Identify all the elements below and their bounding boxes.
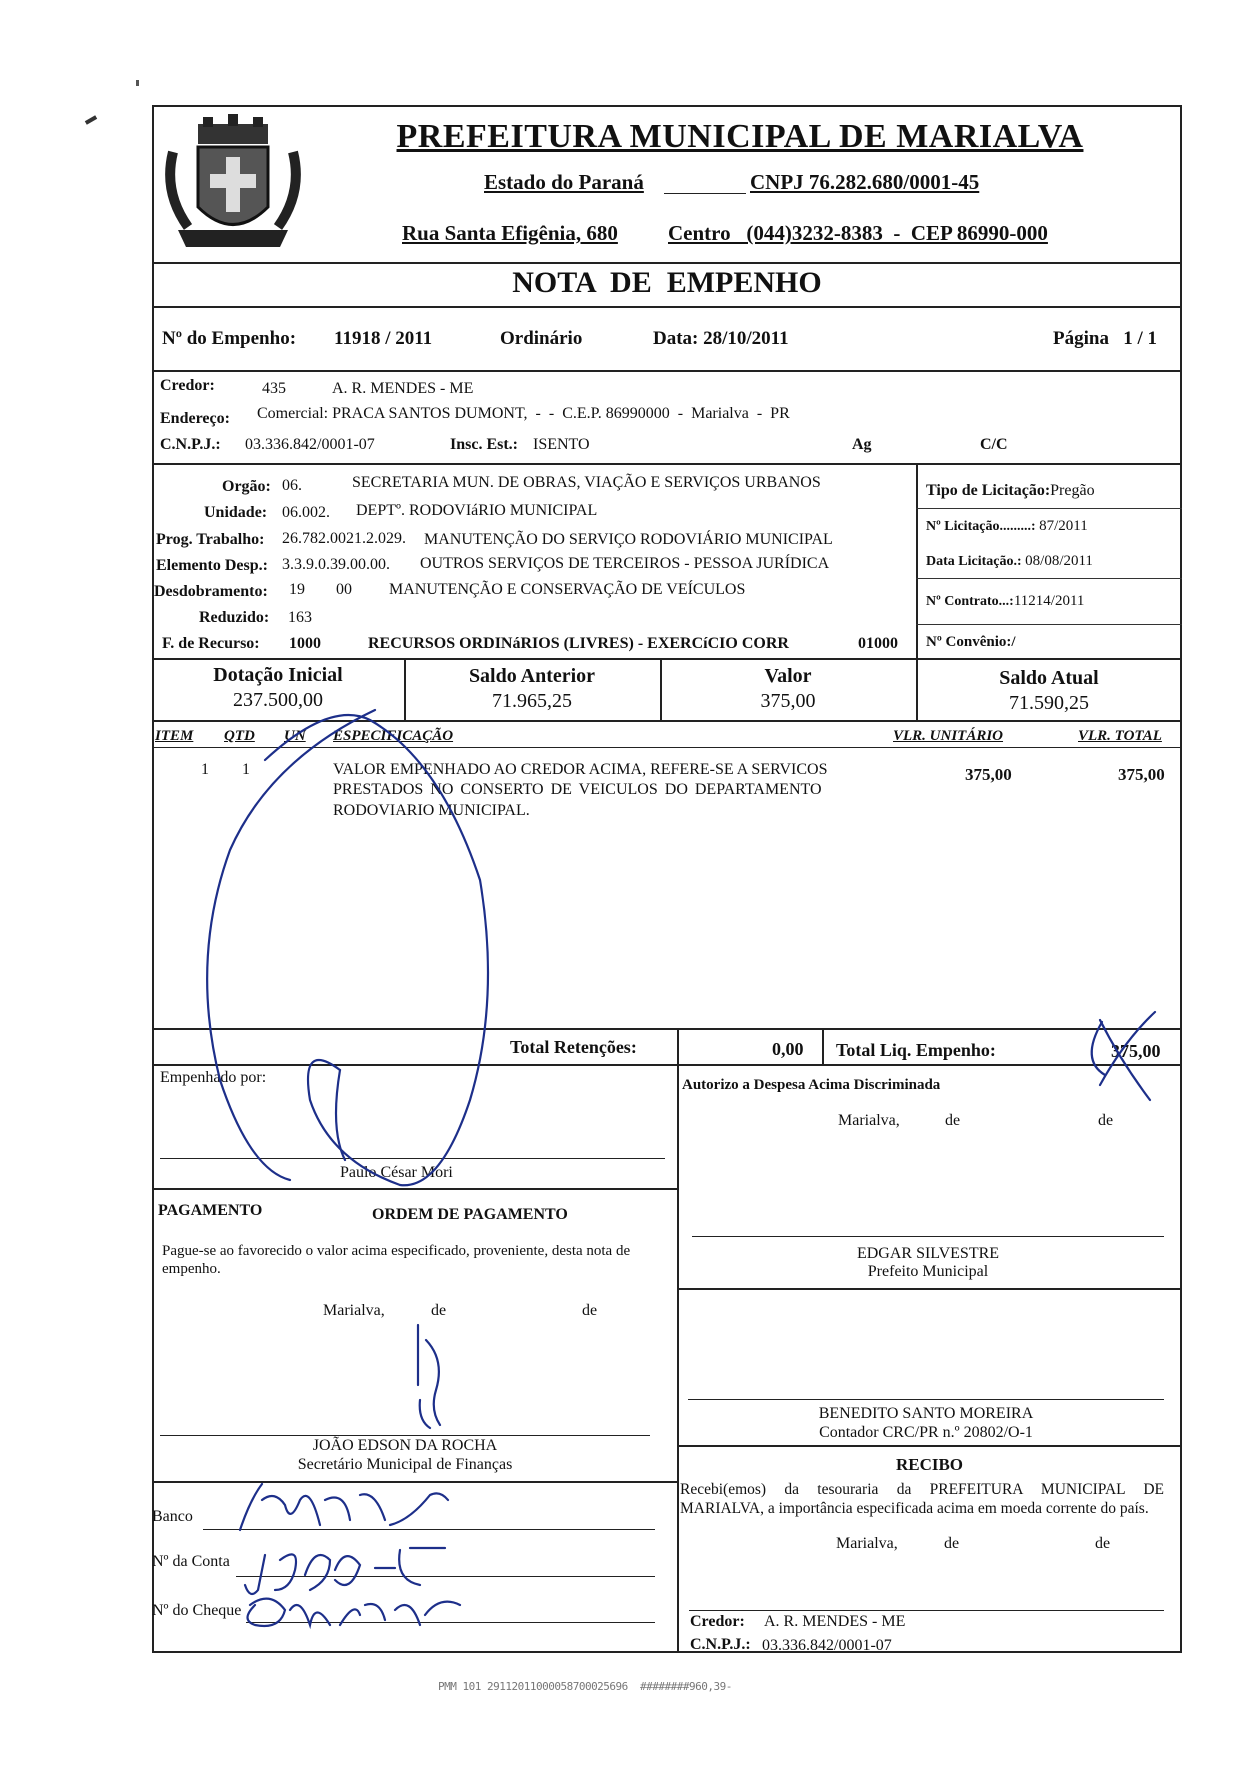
recibo-local: Marialva,: [836, 1535, 898, 1552]
prog-label: Prog. Trabalho:: [156, 531, 265, 548]
header-title: PREFEITURA MUNICIPAL DE MARIALVA: [396, 118, 1084, 155]
desd-a: 19: [289, 581, 305, 598]
header-contact: Centro (044)3232-8383 - CEP 86990-000: [668, 221, 1048, 245]
col-unit: VLR. UNITÁRIO: [893, 728, 1004, 744]
reduzido-label: Reduzido:: [199, 609, 270, 626]
ordem-label: ORDEM DE PAGAMENTO: [372, 1206, 568, 1223]
autorizo-local: Marialva,: [838, 1112, 900, 1129]
divider: [152, 747, 1182, 748]
divider: [152, 1481, 678, 1483]
empenhado-label: Empenhado por:: [160, 1069, 267, 1086]
elem: OUTROS SERVIÇOS DE TERCEIROS - PESSOA JURÍDICA: [420, 555, 830, 572]
saldo-value: 71.590,25: [1009, 692, 1089, 714]
autorizo-de1: de: [945, 1112, 961, 1129]
liq-value: 375,00: [1111, 1041, 1161, 1061]
saldo-label: Valor: [764, 665, 812, 687]
saldo-label: Saldo Anterior: [468, 665, 596, 687]
doc-title: NOTA DE EMPENHO: [512, 266, 822, 299]
endereco-label: Endereço:: [160, 410, 230, 427]
empenho-data: Data: 28/10/2011: [653, 328, 789, 349]
recibo-cnpj-label: C.N.P.J.:: [690, 1636, 751, 1653]
insc-label: Insc. Est.:: [450, 436, 519, 453]
col-item: ITEM: [155, 728, 194, 744]
empenho-pagina: Página 1 / 1: [1053, 328, 1157, 349]
licitacao-data-label: Data Licitação.:: [926, 554, 1022, 569]
orgao: SECRETARIA MUN. DE OBRAS, VIAÇÃO E SERVIÇOS URBANOS: [352, 474, 821, 491]
elem-label: Elemento Desp.:: [156, 557, 268, 574]
desd-label: Desdobramento:: [154, 583, 268, 600]
licitacao-tipo: [926, 482, 1095, 500]
pagamento-texto: Pague-se ao favorecido o valor acima especificado, proveniente, desta nota de empenho.: [162, 1243, 631, 1277]
orgao-label: Orgão:: [222, 478, 271, 495]
licitacao-contrato-label: Nº Contrato...:: [926, 594, 1014, 609]
licitacao-num: [926, 518, 1088, 535]
divider: [152, 1064, 1182, 1066]
licitacao-num-value: 87/2011: [1039, 518, 1088, 534]
recibo-de2: de: [1095, 1535, 1111, 1552]
endereco: Comercial: PRACA SANTOS DUMONT, - - C.E.P. 86990000 - Marialva - PR: [257, 405, 790, 422]
signature-line: [160, 1158, 665, 1159]
header-address: Rua Santa Efigênia, 680: [402, 221, 618, 245]
divider-vertical: [822, 1028, 824, 1066]
contador-nome: BENEDITO SANTO MOREIRA: [818, 1405, 1034, 1422]
credor-label: Credor:: [160, 377, 215, 394]
licitacao-data-value: 08/08/2011: [1025, 553, 1093, 569]
divider: [677, 1445, 1182, 1447]
header-cnpj: CNPJ 76.282.680/0001-45: [750, 170, 980, 194]
reduzido: 163: [288, 609, 312, 626]
row-item: 1: [201, 761, 209, 778]
divider: [152, 370, 1182, 372]
licitacao-contrato-value: 11214/2011: [1013, 593, 1085, 609]
fonte-num: 01000: [858, 635, 898, 652]
signature-line: [692, 1236, 1164, 1237]
col-qtd: QTD: [224, 728, 255, 744]
saldo-value: 375,00: [760, 690, 816, 712]
ret-value: 0,00: [772, 1039, 804, 1059]
divider: [152, 262, 1182, 264]
recibo-title: RECIBO: [895, 1455, 964, 1474]
empenho-tipo: Ordinário: [500, 328, 583, 349]
licitacao-tipo-label: Tipo de Licitação:: [926, 482, 1051, 499]
licitacao-data: [926, 553, 1093, 570]
pagamento-de1: de: [431, 1302, 447, 1319]
cheque-label: Nº do Cheque: [152, 1602, 242, 1619]
saldo-value: 71.965,25: [492, 690, 572, 712]
desd: MANUTENÇÃO E CONSERVAÇÃO DE VEÍCULOS: [389, 581, 746, 598]
divider-vertical: [677, 1028, 679, 1068]
liq-label: Total Liq. Empenho:: [836, 1040, 996, 1060]
empenho-num-label: Nº do Empenho:: [162, 328, 297, 349]
scan-speck: [136, 80, 139, 86]
recibo-cnpj: 03.336.842/0001-07: [762, 1637, 892, 1654]
header-estado: Estado do Paraná: [484, 170, 644, 194]
recibo-credor-label: Credor:: [690, 1613, 745, 1630]
banco-line: [203, 1529, 655, 1530]
pagamento-local: Marialva,: [323, 1302, 385, 1319]
saldo-value: 237.500,00: [233, 689, 323, 711]
row-espec-3: RODOVIARIO MUNICIPAL.: [333, 802, 530, 819]
fonte-label: F. de Recurso:: [162, 635, 260, 652]
pagamento-de2: de: [582, 1302, 598, 1319]
conta-label: Nº da Conta: [152, 1553, 230, 1570]
cnpj-label: C.N.P.J.:: [160, 436, 221, 453]
desd-b: 00: [336, 581, 352, 598]
unidade: DEPTº. RODOVIáRIO MUNICIPAL: [356, 502, 598, 519]
row-espec-2: PRESTADOS NO CONSERTO DE VEICULOS DO DEPARTAMENTO: [333, 781, 822, 798]
secretario-cargo: Secretário Municipal de Finanças: [297, 1456, 513, 1473]
divider: [677, 1288, 1182, 1290]
ag-label: Ag: [852, 436, 872, 453]
divider: [152, 658, 1182, 660]
prefeito-nome: EDGAR SILVESTRE: [856, 1245, 1000, 1262]
saldo-label: Dotação Inicial: [213, 664, 343, 686]
secretario-nome: JOÃO EDSON DA ROCHA: [312, 1437, 498, 1454]
contador-cargo: Contador CRC/PR n.º 20802/O-1: [819, 1424, 1033, 1441]
footer-code: PMM 101 29112011000058700025696 ########960,39-: [438, 1680, 732, 1693]
col-total: VLR. TOTAL: [1078, 728, 1162, 744]
divider: [152, 720, 1182, 722]
divider: [916, 624, 1182, 625]
prog: MANUTENÇÃO DO SERVIÇO RODOVIÁRIO MUNICIPAL: [424, 531, 833, 548]
coat-of-arms: [158, 112, 308, 262]
unidade-label: Unidade:: [204, 504, 268, 521]
credor-codigo: 435: [262, 380, 286, 397]
licitacao-num-label: Nº Licitação.........:: [926, 519, 1036, 534]
col-espec: ESPECIFICAÇÃO: [333, 728, 454, 744]
row-unit: 375,00: [965, 765, 1012, 784]
pagamento-label: PAGAMENTO: [158, 1202, 263, 1219]
elem-cod: 3.3.9.0.39.00.00.: [282, 556, 390, 573]
credor-nome: A. R. MENDES - ME: [332, 380, 474, 397]
signature-line: [688, 1399, 1164, 1400]
signature-line: [160, 1435, 650, 1436]
licitacao-convenio: Nº Convênio:/: [926, 634, 1016, 650]
recibo-credor: A. R. MENDES - ME: [764, 1613, 906, 1630]
divider: [152, 1028, 1182, 1030]
signature-line: [689, 1610, 1164, 1611]
autorizo-label: Autorizo a Despesa Acima Discriminada: [682, 1077, 941, 1093]
row-qtd: 1: [242, 761, 250, 778]
saldo-label: Saldo Atual: [999, 667, 1099, 689]
unidade-cod: 06.002.: [282, 504, 330, 521]
orgao-cod: 06.: [282, 477, 302, 494]
divider: [152, 306, 1182, 308]
prog-cod: 26.782.0021.2.029.: [282, 530, 406, 547]
ret-label: Total Retenções:: [510, 1037, 637, 1057]
cheque-line: [246, 1622, 655, 1623]
autorizo-de2: de: [1098, 1112, 1114, 1129]
empenhado-nome: Paulo César Mori: [340, 1164, 453, 1181]
fonte-cod: 1000: [289, 635, 321, 652]
recibo-de1: de: [944, 1535, 960, 1552]
row-total: 375,00: [1118, 765, 1165, 784]
divider: [916, 578, 1182, 579]
cc-label: C/C: [980, 436, 1008, 453]
insc-value: ISENTO: [533, 436, 590, 453]
credor-cnpj: 03.336.842/0001-07: [245, 436, 375, 453]
divider: [152, 1188, 678, 1190]
col-un: UN: [284, 728, 306, 744]
banco-label: Banco: [152, 1508, 193, 1525]
header-underline-gap: [664, 193, 746, 194]
recibo-texto: Recebi(emos) da tesouraria da PREFEITURA MUNICIPAL DE MARIALVA, a importância especificada acima em moeda corrente do país.: [680, 1481, 1164, 1517]
divider-vertical: [677, 1064, 679, 1653]
fonte: RECURSOS ORDINáRIOS (LIVRES) - EXERCíCIO CORR: [368, 635, 789, 652]
prefeito-cargo: Prefeito Municipal: [867, 1263, 989, 1280]
scan-speck: [85, 115, 97, 124]
row-espec-1: VALOR EMPENHADO AO CREDOR ACIMA, REFERE-SE A SERVICOS: [333, 761, 828, 778]
divider: [916, 508, 1182, 509]
empenho-num: 11918 / 2011: [334, 328, 433, 349]
licitacao-tipo-value: Pregão: [1050, 482, 1095, 499]
divider-vertical: [916, 463, 918, 658]
divider: [152, 463, 1182, 465]
conta-line: [236, 1576, 655, 1577]
licitacao-contrato: [926, 593, 1084, 610]
